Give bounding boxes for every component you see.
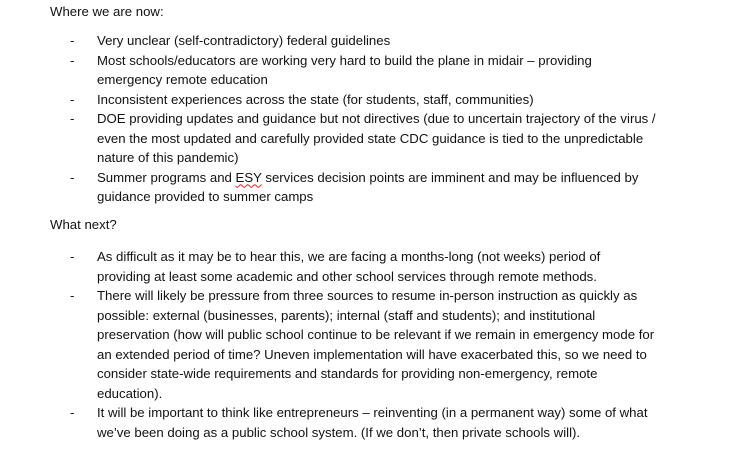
list-item-text: There will likely be pressure from three sources to resume in-person instruction as quickly as possible: external (businesses, parents); internal (staff and students); and institutional preservation (how will public school continue to be relevant if we remain in emergency mode for an extended period of time? Uneven implementation will have exacerbated this, so we need to consider state-wide requirements and standards for providing non-emergency, remote education). bbox=[97, 288, 655, 401]
bullet-marker: - bbox=[70, 33, 75, 48]
bullet-list-what-next bbox=[0, 247, 734, 442]
list-item-text: Most schools/educators are working very hard to build the plane in midair – providing emergency remote education bbox=[97, 52, 592, 87]
list-item bbox=[0, 109, 657, 168]
list-item bbox=[0, 51, 657, 90]
list-item bbox=[0, 168, 657, 207]
list-item-text: It will be important to think like entrepreneurs – reinventing (in a permanent way) some of what we’ve been doing as a public school system. (If we don’t, then private schools will). bbox=[97, 405, 648, 440]
bullet-marker: - bbox=[70, 169, 75, 185]
list-item bbox=[0, 247, 657, 286]
bullet-list-current-state bbox=[0, 31, 734, 207]
list-item-text-end: services decision points are imminent and may be influenced by guidance provided to summer camps bbox=[97, 169, 639, 204]
list-item-text-start: Summer programs and bbox=[97, 169, 236, 185]
list-item-text: Inconsistent experiences across the state (for students, staff, communities) bbox=[97, 91, 534, 107]
list-item bbox=[0, 403, 657, 442]
list-item bbox=[0, 90, 657, 110]
section-heading-where-we-are-now: Where we are now: bbox=[50, 4, 164, 19]
bullet-marker: - bbox=[70, 111, 75, 126]
list-item bbox=[0, 286, 657, 403]
spellcheck-flagged-word[interactable]: ESY bbox=[235, 169, 262, 185]
bullet-marker: - bbox=[70, 91, 75, 107]
section-heading-what-next: What next? bbox=[50, 217, 117, 232]
list-item-text: As difficult as it may be to hear this, we are facing a months-long (not weeks) period of providing at least some academic and other school services through remote methods. bbox=[97, 249, 601, 284]
bullet-marker: - bbox=[70, 249, 75, 264]
list-item-text bbox=[97, 170, 638, 205]
list-item bbox=[0, 31, 657, 51]
bullet-marker: - bbox=[70, 288, 75, 303]
list-item-text: Very unclear (self-contradictory) federal guidelines bbox=[97, 33, 391, 48]
bullet-marker: - bbox=[70, 52, 75, 68]
list-item-text: DOE providing updates and guidance but not directives (due to uncertain trajectory of the virus / even the most updated and carefully provided state CDC guidance is tied to the unpredictable nature of this pandemic) bbox=[97, 111, 656, 165]
bullet-marker: - bbox=[70, 405, 75, 420]
